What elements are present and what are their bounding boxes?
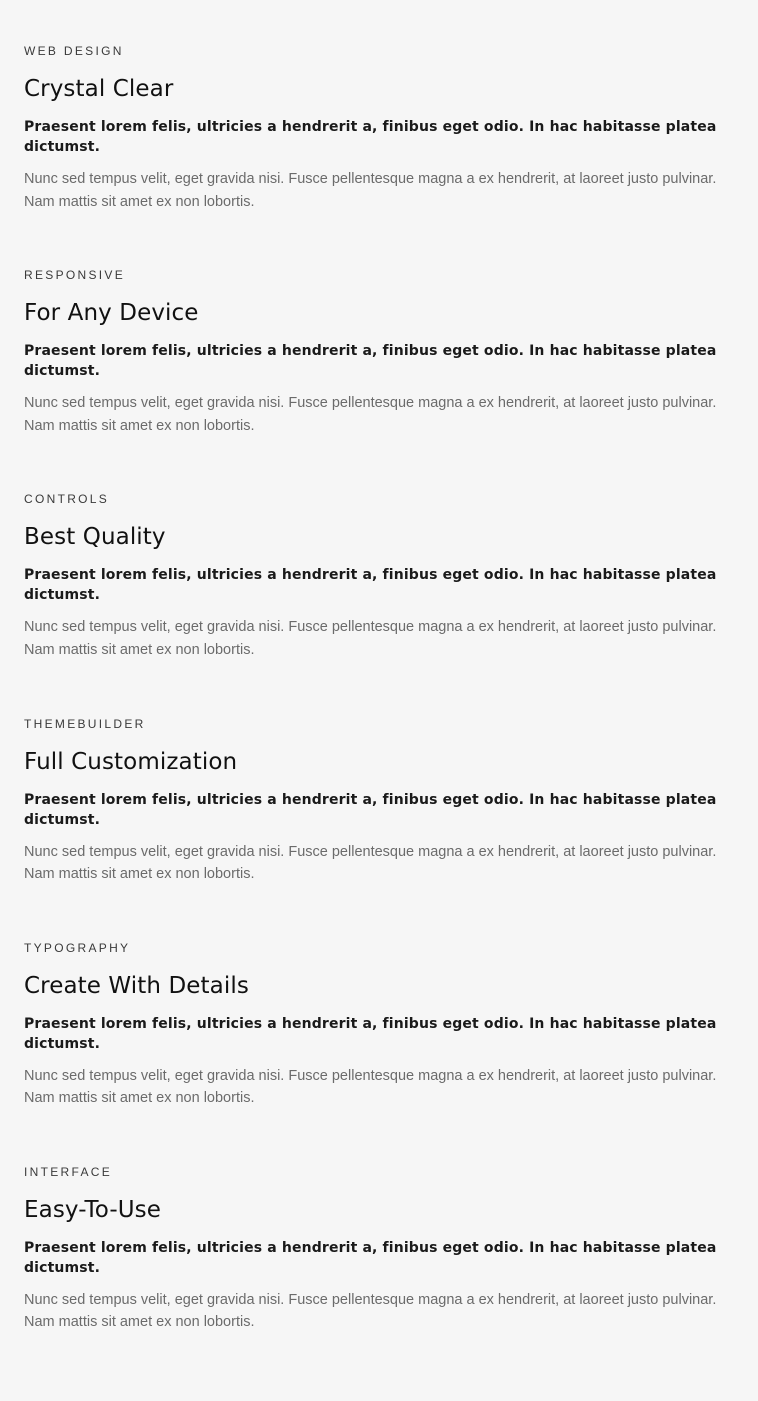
feature-item — [24, 44, 734, 268]
feature-item — [24, 268, 734, 492]
feature-lead: Praesent lorem felis, ultricies a hendrerit a, finibus eget odio. In hac habitasse platea dictumst. — [24, 1239, 717, 1276]
feature-lead: Praesent lorem felis, ultricies a hendrerit a, finibus eget odio. In hac habitasse platea dictumst. — [24, 1015, 717, 1052]
feature-item — [24, 941, 734, 1165]
feature-eyebrow: THEMEBUILDER — [24, 716, 146, 731]
feature-body: Nunc sed tempus velit, eget gravida nisi. Fusce pellentesque magna a ex hendrerit, at laoreet justo pulvinar. Nam mattis sit amet ex non lobortis. — [24, 171, 717, 210]
feature-eyebrow: CONTROLS — [24, 492, 110, 507]
feature-body: Nunc sed tempus velit, eget gravida nisi. Fusce pellentesque magna a ex hendrerit, at laoreet justo pulvinar. Nam mattis sit amet ex non lobortis. — [24, 395, 717, 434]
feature-title: For Any Device — [24, 300, 199, 327]
features-list — [24, 44, 734, 1389]
feature-title: Full Customization — [24, 748, 238, 775]
feature-eyebrow: RESPONSIVE — [24, 268, 126, 283]
feature-item — [24, 492, 734, 716]
feature-title: Easy-To-Use — [24, 1196, 162, 1223]
feature-lead: Praesent lorem felis, ultricies a hendrerit a, finibus eget odio. In hac habitasse platea dictumst. — [24, 343, 717, 380]
feature-body: Nunc sed tempus velit, eget gravida nisi. Fusce pellentesque magna a ex hendrerit, at laoreet justo pulvinar. Nam mattis sit amet ex non lobortis. — [24, 1067, 717, 1107]
feature-body: Nunc sed tempus velit, eget gravida nisi. Fusce pellentesque magna a ex hendrerit, at laoreet justo pulvinar. Nam mattis sit amet ex non lobortis. — [24, 619, 717, 658]
feature-eyebrow: INTERFACE — [24, 1164, 113, 1179]
feature-eyebrow: WEB DESIGN — [24, 44, 124, 58]
feature-title: Crystal Clear — [24, 76, 174, 102]
feature-item — [24, 717, 734, 941]
feature-lead: Praesent lorem felis, ultricies a hendrerit a, finibus eget odio. In hac habitasse platea dictumst. — [24, 791, 717, 828]
feature-body: Nunc sed tempus velit, eget gravida nisi. Fusce pellentesque magna a ex hendrerit, at laoreet justo pulvinar. Nam mattis sit amet ex non lobortis. — [24, 1291, 717, 1331]
feature-title: Create With Details — [24, 972, 249, 999]
feature-body: Nunc sed tempus velit, eget gravida nisi. Fusce pellentesque magna a ex hendrerit, at laoreet justo pulvinar. Nam mattis sit amet ex non lobortis. — [24, 843, 717, 883]
feature-title: Best Quality — [24, 524, 166, 551]
feature-item — [24, 1165, 734, 1389]
feature-lead: Praesent lorem felis, ultricies a hendrerit a, finibus eget odio. In hac habitasse platea dictumst. — [24, 567, 717, 604]
feature-eyebrow: TYPOGRAPHY — [24, 940, 131, 955]
feature-lead: Praesent lorem felis, ultricies a hendrerit a, finibus eget odio. In hac habitasse platea dictumst. — [24, 119, 717, 155]
